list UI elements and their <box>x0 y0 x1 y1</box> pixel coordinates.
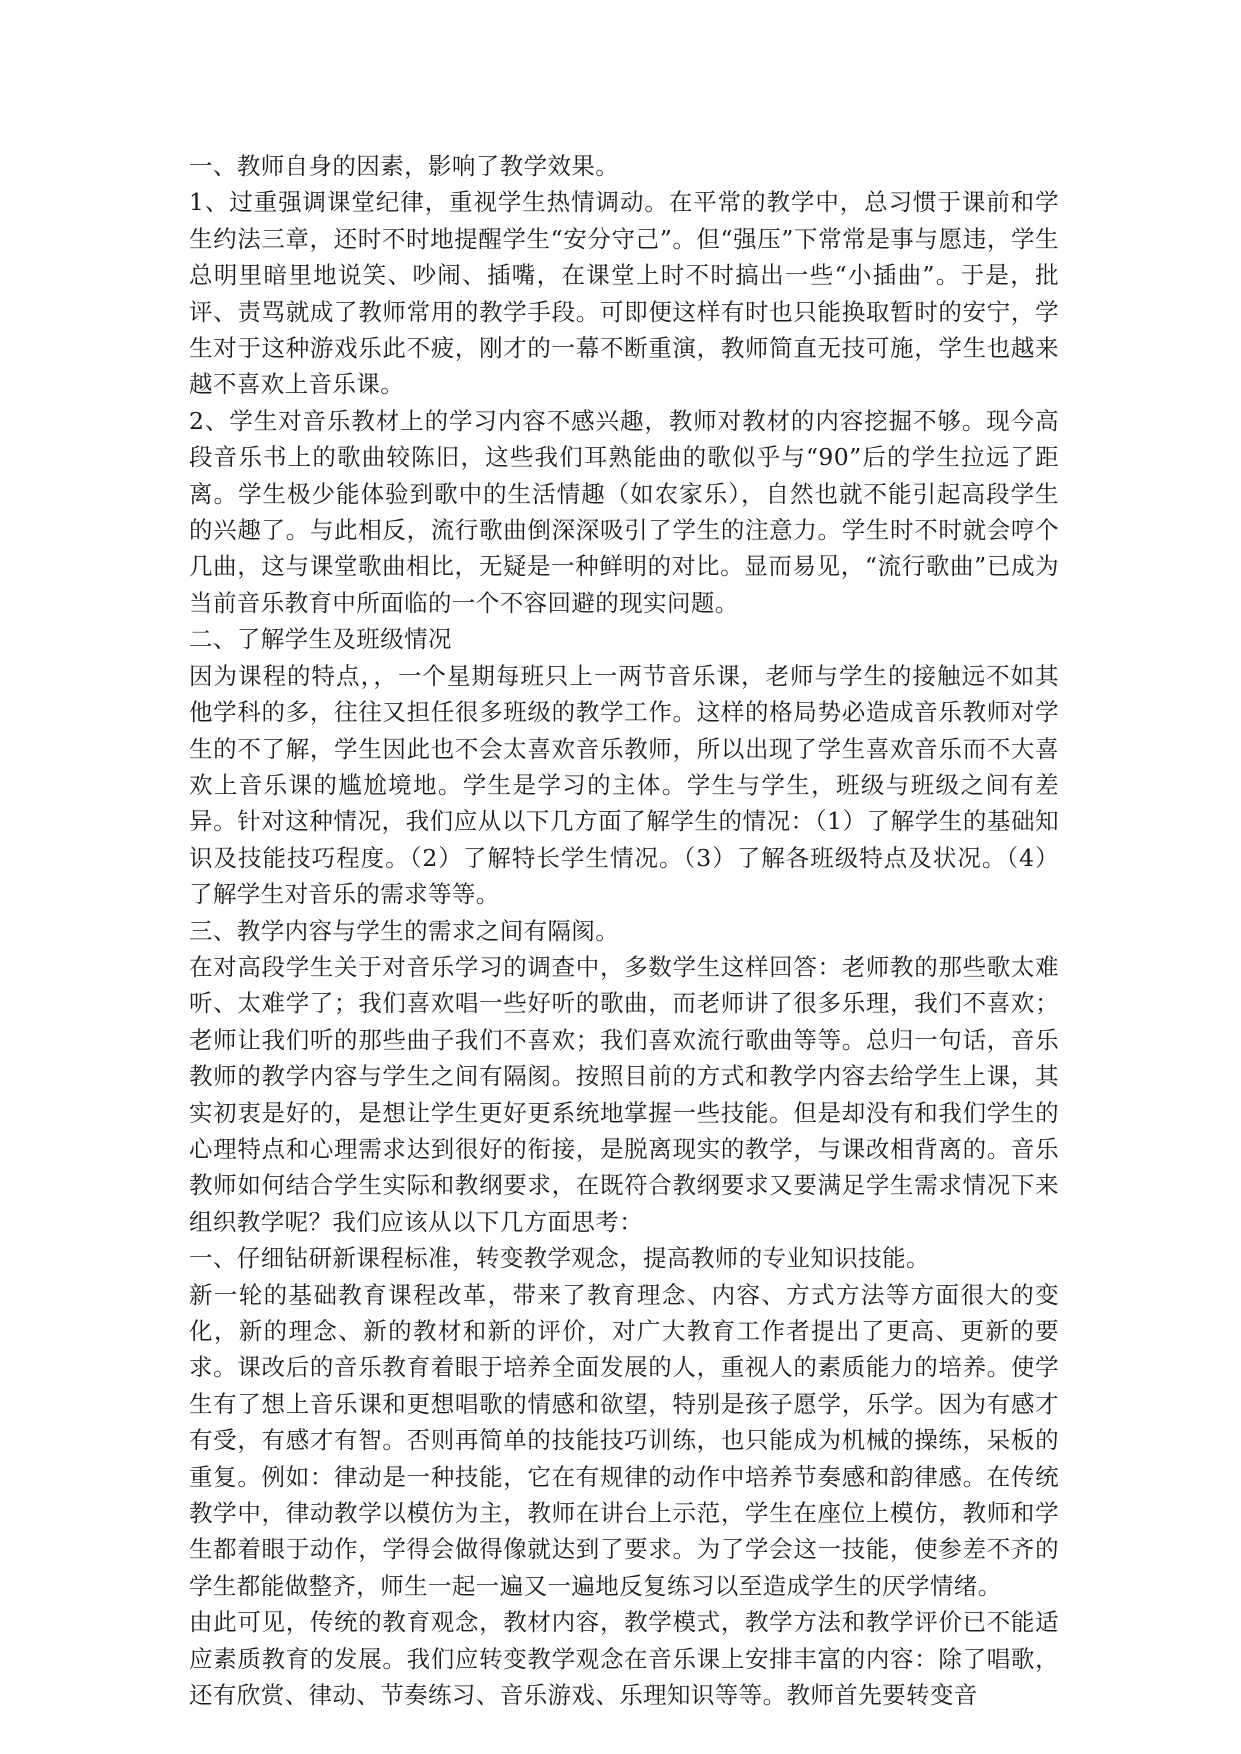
paragraph-point-2-materials: 2、学生对音乐教材上的学习内容不感兴趣，教师对教材的内容挖掘不够。现今高段音乐书上的歌曲较陈旧，这些我们耳熟能曲的歌似乎与“90”后的学生拉远了距离。学生极少能体验到歌中的生活情趣（如农家乐），自然也就不能引起高段学生的兴趣了。与此相反，流行歌曲倒深深吸引了学生的注意力。学生时不时就会哼个几曲，这与课堂歌曲相比，无疑是一种鲜明的对比。显而易见，“流行歌曲”已成为当前音乐教育中所面临的一个不容回避的现实问题。 <box>189 406 1059 617</box>
paragraph-curriculum-reform: 新一轮的基础教育课程改革，带来了教育理念、内容、方式方法等方面很大的变化，新的理念、新的教材和新的评价，对广大教育工作者提出了更高、更新的要求。课改后的音乐教育着眼于培养全面发展的人，重视人的素质能力的培养。使学生有了想上音乐课和更想唱歌的情感和欲望，特别是孩子愿学，乐学。因为有感才有受，有感才有智。否则再简单的技能技巧训练，也只能成为机械的操练，呆板的重复。例如：律动是一种技能，它在有规律的动作中培养节奏感和韵律感。在传统教学中，律动教学以模仿为主，教师在讲台上示范，学生在座位上模仿，教师和学生都着眼于动作，学得会做得像就达到了要求。为了学会这一技能，使参差不齐的学生都能做整齐，师生一起一遍又一遍地反复练习以至造成学生的厌学情绪。 <box>189 1280 1059 1600</box>
section-heading-new-curriculum: 一、仔细钻研新课程标准，转变教学观念，提高教师的专业知识技能。 <box>189 1244 930 1273</box>
section-heading-teacher-factors: 一、教师自身的因素，影响了教学效果。 <box>189 152 620 180</box>
paragraph-survey: 在对高段学生关于对音乐学习的调查中，多数学生这样回答：老师教的那些歌太难听、太难学了；我们喜欢唱一些好听的歌曲，而老师讲了很多乐理，我们不喜欢；老师让我们听的那些曲子我们不喜欢；我们喜欢流行歌曲等等。总归一句话，音乐教师的教学内容与学生之间有隔阂。按照目前的方式和教学内容去给学生上课，其实初衷是好的，是想让学生更好更系统地掌握一些技能。但是却没有和我们学生的心理特点和心理需求达到很好的衔接，是脱离现实的教学，与课改相背离的。音乐教师如何结合学生实际和教纲要求，在既符合教纲要求又要满足学生需求情况下来组织教学呢？我们应该从以下几方面思考： <box>189 952 1059 1236</box>
paragraph-point-1-discipline: 1、过重强调课堂纪律，重视学生热情调动。在平常的教学中，总习惯于课前和学生约法三章，还时不时地提醒学生“安分守己”。但“强压”下常常是事与愿违，学生总明里暗里地说笑、吵闹、插嘴，在课堂上时不时搞出一些“小插曲”。于是，批评、责骂就成了教师常用的教学手段。可即便这样有时也只能换取暂时的安宁，学生对于这种游戏乐此不疲，刚才的一幕不断重演，教师简直无技可施，学生也越来越不喜欢上音乐课。 <box>189 188 1059 399</box>
section-heading-content-gap: 三、教学内容与学生的需求之间有隔阂。 <box>189 916 620 945</box>
paragraph-understand-students: 因为课程的特点，，一个星期每班只上一两节音乐课，老师与学生的接触远不如其他学科的多，往往又担任很多班级的教学工作。这样的格局势必造成音乐教师对学生的不了解，学生因此也不会太喜欢音乐教师，所以出现了学生喜欢音乐而不大喜欢上音乐课的尴尬境地。学生是学习的主体。学生与学生，班级与班级之间有差异。针对这种情况，我们应从以下几方面了解学生的情况：（1）了解学生的基础知识及技能技巧程度。（2）了解特长学生情况。（3）了解各班级特点及状况。（4）了解学生对音乐的需求等等。 <box>189 661 1059 909</box>
section-heading-understand-students: 二、了解学生及班级情况 <box>189 625 452 654</box>
document-body <box>189 148 1059 1713</box>
paragraph-conclusion: 由此可见，传统的教育观念，教材内容，教学模式，教学方法和教学评价已不能适应素质教育的发展。我们应转变教学观念在音乐课上安排丰富的内容：除了唱歌，还有欣赏、律动、节奏练习、音乐游戏、乐理知识等等。教师首先要转变音 <box>189 1608 1059 1710</box>
